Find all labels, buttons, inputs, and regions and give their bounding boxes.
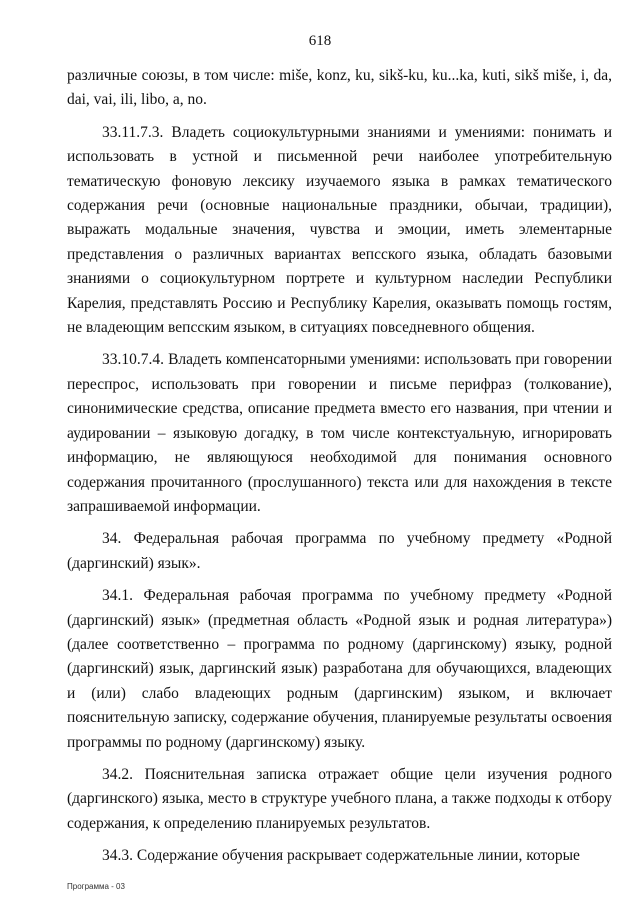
document-body: [67, 64, 612, 877]
paragraph-34-2: 34.2. Пояснительная записка отражает общие цели изучения родного (даргинского) языка, место в структуре учебного плана, а также подходы к отбору содержания, к определению планируемых результатов.: [67, 765, 612, 832]
paragraph-33-11-7-3: 33.11.7.3. Владеть социокультурными знаниями и умениями: понимать и использовать в устной и письменной речи наиболее употребительную тематическую фоновую лексику изучаемого языка в рамках тематического содержания речи (основные национальные праздники, обычаи, традиции), выражать модальные значения, чувства и эмоции, иметь элементарные представления о различных вариантах вепсского языка, обладать базовыми знаниями о социокультурном портрете и культурном наследии Республики Карелия, представлять Россию и Республику Карелия, оказывать помощь гостям, не владеющим вепсским языком, в ситуациях повседневного общения.: [67, 123, 612, 337]
page-number: 618: [308, 33, 332, 49]
footer-label: Программа - 03: [67, 882, 125, 891]
paragraph-33-10-7-4: 33.10.7.4. Владеть компенсаторными умениями: использовать при говорении переспрос, использовать при говорении и письме перифраз (толкование), синонимические средства, описание предмета вместо его названия, при чтении и аудировании – языковую догадку, в том числе контекстуальную, игнорировать информацию, не являющуюся необходимой для понимания основного содержания прочитанного (прослушанного) текста или для нахождения в тексте запрашиваемой информации.: [67, 351, 612, 515]
paragraph-34: 34. Федеральная рабочая программа по учебному предмету «Родной (даргинский) язык».: [67, 530, 612, 572]
paragraph-34-3: 34.3. Содержание обучения раскрывает содержательные линии, которые: [102, 847, 580, 865]
paragraph-34-1: 34.1. Федеральная рабочая программа по учебному предмету «Родной (даргинский) язык» (предметная область «Родной язык и родная литература») (далее соответственно – программа по родному (даргинскому) языку, родной (даргинский) язык, даргинский язык) разработана для обучающихся, владеющих и (или) слабо владеющих родным (даргинским) языком, и включает пояснительную записку, содержание обучения, планируемые результаты освоения программы по родному (даргинскому) языку.: [67, 587, 612, 751]
paragraph-continuation: различные союзы, в том числе: miše, konz, ku, sikš-ku, ku...ka, kuti, sikš miše, i, da, dai, vai, ili, libo, a, no.: [67, 67, 612, 109]
